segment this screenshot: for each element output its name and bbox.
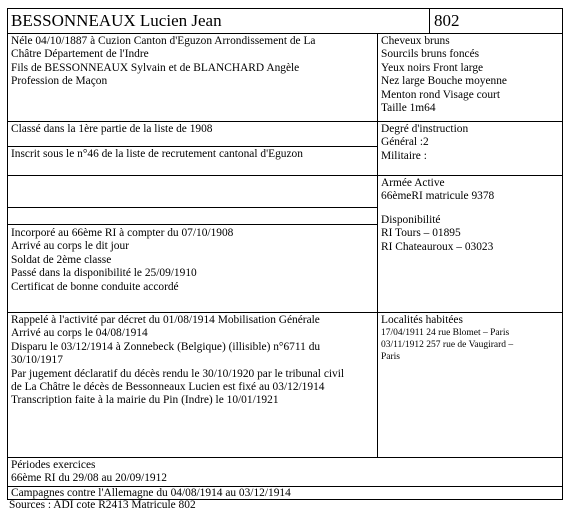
register-number: 802 xyxy=(434,11,460,30)
periodes-line: Périodes exercices xyxy=(11,459,96,471)
empty-cell xyxy=(7,207,378,225)
service-line: Incorporé au 66ème RI à compter du 07/10/1908 xyxy=(11,227,234,239)
rappel-line: Arrivé au corps le 04/08/1914 xyxy=(11,327,148,340)
register-number-cell xyxy=(429,8,563,34)
rappel-cell xyxy=(7,312,378,458)
classement-line: Classé dans la 1ère partie de la liste de 1908 xyxy=(11,123,213,135)
inscription-cell xyxy=(7,146,378,176)
rappel-line: Disparu le 03/12/1914 à Zonnebeck (Belgique) (illisible) n°6711 du xyxy=(11,340,321,353)
localites-cell xyxy=(377,312,563,458)
disponibilite-line: Disponibilité xyxy=(381,213,441,226)
register-record xyxy=(7,8,563,510)
identity-line: Châtre Département de l'Indre xyxy=(11,48,149,61)
disponibilite-line: RI Tours – 01895 xyxy=(381,227,461,240)
rappel-line: Par jugement déclaratif du décès rendu le 30/10/1920 par le tribunal civil xyxy=(11,367,345,380)
description-line: Cheveux bruns xyxy=(381,35,450,47)
soldier-name-cell xyxy=(7,8,430,34)
rappel-line: de La Châtre le décès de Bessonneaux Lucien est fixé au 03/12/1914 xyxy=(11,381,325,394)
inscription-line: Inscrit sous le n°46 de la liste de recrutement cantonal d'Eguzon xyxy=(11,148,303,160)
rappel-line: 30/10/1917 xyxy=(11,354,63,367)
campagnes-cell xyxy=(7,486,563,500)
soldier-name: BESSONNEAUX Lucien Jean xyxy=(11,11,222,30)
periodes-line: 66ème RI du 29/08 au 20/09/1912 xyxy=(11,472,167,485)
rappel-line: Rappelé à l'activité par décret du 01/08/1914 Mobilisation Générale xyxy=(11,314,320,326)
service-cell xyxy=(7,224,378,313)
periodes-cell xyxy=(7,457,563,487)
classement-cell xyxy=(7,121,378,147)
identity-line: Fils de BESSONNEAUX Sylvain et de BLANCHARD Angèle xyxy=(11,61,300,74)
localites-title: Localités habitées xyxy=(381,314,463,326)
instruction-line: Général :2 xyxy=(381,136,429,149)
armee-cell xyxy=(377,175,563,313)
service-line: Arrivé au corps le dit jour xyxy=(11,240,129,253)
campagnes-line: Campagnes contre l'Allemagne du 04/08/1914 au 03/12/1914 xyxy=(11,487,291,499)
empty-cell xyxy=(7,175,378,208)
localite-line: 17/04/1911 24 rue Blomet – Paris xyxy=(381,328,510,339)
service-line: Passé dans la disponibilité le 25/09/1910 xyxy=(11,267,197,280)
description-line: Taille 1m64 xyxy=(381,102,436,115)
sources-line: Sources : ADI cote R2413 Matricule 802 xyxy=(9,499,196,511)
armee-line: 66èmeRI matricule 9378 xyxy=(381,190,495,203)
service-line: Certificat de bonne conduite accordé xyxy=(11,280,179,293)
instruction-line: Degré d'instruction xyxy=(381,123,469,135)
description-line: Sourcils bruns foncés xyxy=(381,48,480,61)
service-line: Soldat de 2ème classe xyxy=(11,253,112,266)
identity-line: Néle 04/10/1887 à Cuzion Canton d'Eguzon Arrondissement de La xyxy=(11,35,316,47)
instruction-cell xyxy=(377,121,563,176)
rappel-line: Transcription faite à la mairie du Pin (Indre) le 10/01/1921 xyxy=(11,394,279,407)
identity-cell xyxy=(7,33,378,122)
identity-line: Profession de Maçon xyxy=(11,75,108,88)
description-line: Yeux noirs Front large xyxy=(381,61,484,74)
disponibilite-line: RI Chateauroux – 03023 xyxy=(381,240,494,253)
instruction-line: Militaire : xyxy=(381,149,427,162)
description-line: Nez large Bouche moyenne xyxy=(381,75,507,88)
armee-line: Armée Active xyxy=(381,177,445,189)
description-cell xyxy=(377,33,563,122)
description-line: Menton rond Visage court xyxy=(381,88,501,101)
localite-line: Paris xyxy=(381,352,400,363)
localite-line: 03/11/1912 257 rue de Vaugirard – xyxy=(381,340,514,351)
